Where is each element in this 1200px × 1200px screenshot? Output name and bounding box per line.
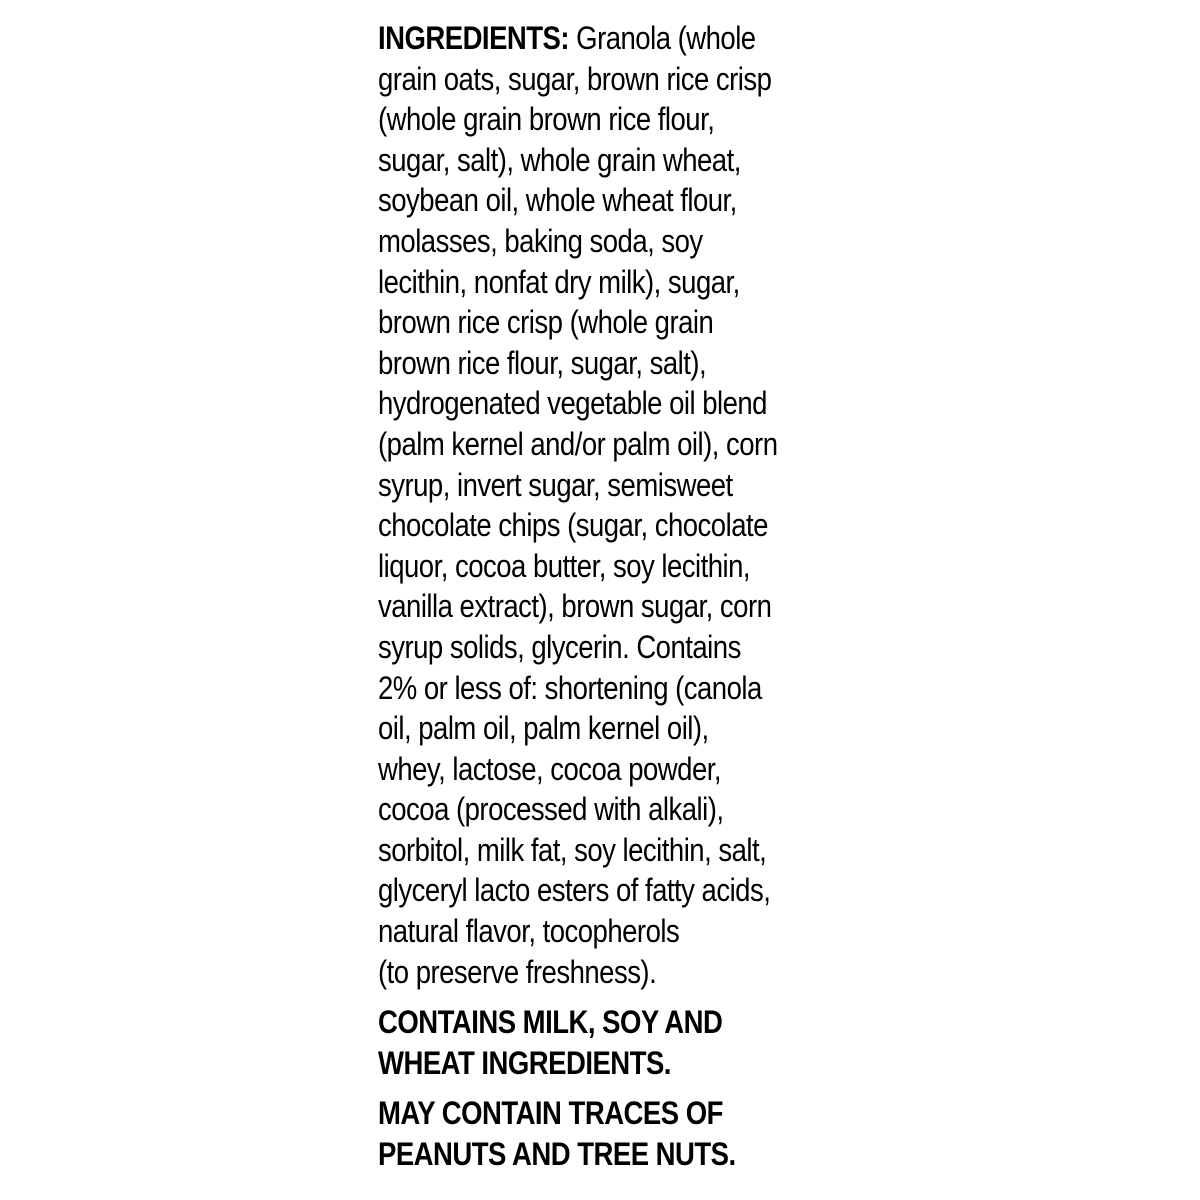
ingredients-line: brown rice crisp (whole grain [378, 304, 714, 341]
ingredients-line: sugar, salt), whole grain wheat, [378, 141, 741, 178]
ingredients-line: whey, lactose, cocoa powder, [378, 750, 722, 787]
ingredients-label-panel [378, 18, 848, 1175]
section-gap [378, 992, 848, 1002]
ingredients-line: syrup, invert sugar, semisweet [378, 466, 733, 503]
ingredients-line: brown rice flour, sugar, salt), [378, 344, 707, 381]
ingredients-line: sorbitol, milk fat, soy lecithin, salt, [378, 831, 767, 868]
ingredients-line: (palm kernel and/or palm oil), corn [378, 425, 778, 462]
ingredients-line: cocoa (processed with alkali), [378, 791, 724, 828]
ingredients-line: soybean oil, whole wheat flour, [378, 182, 737, 219]
ingredients-heading: INGREDIENTS: [378, 20, 570, 56]
ingredients-line: molasses, baking soda, soy [378, 222, 703, 259]
ingredients-line: hydrogenated vegetable oil blend [378, 385, 767, 422]
ingredients-line: oil, palm oil, palm kernel oil), [378, 710, 709, 747]
ingredients-line: (whole grain brown rice flour, [378, 101, 715, 138]
ingredients-line-1 [378, 18, 782, 59]
ingredients-line: glyceryl lacto esters of fatty acids, [378, 872, 771, 909]
ingredients-line: natural flavor, tocopherols [378, 913, 680, 950]
ingredients-line: grain oats, sugar, brown rice crisp [378, 60, 772, 97]
ingredients-line: 2% or less of: shortening (canola [378, 669, 762, 706]
ingredients-line: vanilla extract), brown sugar, corn [378, 588, 772, 625]
ingredients-line: (to preserve freshness). [378, 953, 657, 990]
section-gap [378, 1083, 848, 1093]
allergen-may-contain-line-2: PEANUTS AND TREE NUTS. [378, 1136, 736, 1173]
ingredients-line: liquor, cocoa butter, soy lecithin, [378, 547, 751, 584]
ingredients-first-line-text: Granola (whole [569, 20, 756, 56]
allergen-may-contain-line-1: MAY CONTAIN TRACES OF [378, 1095, 723, 1132]
ingredients-line: lecithin, nonfat dry milk), sugar, [378, 263, 740, 300]
ingredients-line: syrup solids, glycerin. Contains [378, 628, 741, 665]
ingredients-line: chocolate chips (sugar, chocolate [378, 507, 768, 544]
allergen-contains-line-1: CONTAINS MILK, SOY AND [378, 1004, 723, 1041]
allergen-contains-line-2: WHEAT INGREDIENTS. [378, 1044, 671, 1081]
